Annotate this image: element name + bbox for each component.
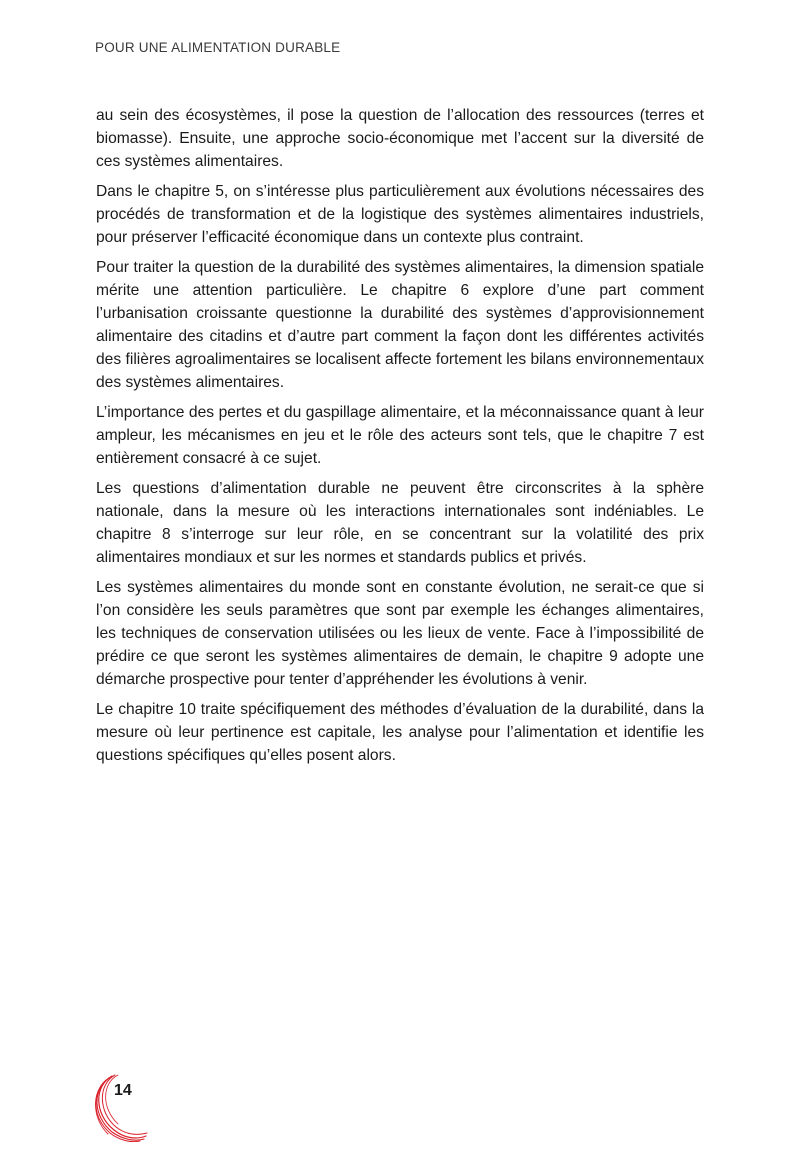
paragraph-1: au sein des écosystèmes, il pose la question de l’allocation des ressources (terres et biomasse). Ensuite, une approche socio-économique met l’accent sur la diversité de ces systèmes alimentaires.	[96, 107, 704, 170]
paragraph-4: L’importance des pertes et du gaspillage alimentaire, et la méconnaissance quant à leur ampleur, les mécanismes en jeu et le rôle des acteurs sont tels, que le chapitre 7 est entièrement consacré à ce sujet.	[96, 404, 704, 467]
paragraph-3: Pour traiter la question de la durabilité des systèmes alimentaires, la dimension spatiale mérite une attention particulière. Le chapitre 6 explore d’une part comment l’urbanisation croissante questionne la durabilité des systèmes d’approvisionnement alimentaire des citadins et d’autre part comment la façon dont les différentes activités des filières agroalimentaires se localisent affecte fortement les bilans environnementaux des systèmes alimentaires.	[96, 259, 704, 391]
paragraph-2: Dans le chapitre 5, on s’intéresse plus particulièrement aux évolutions nécessaires des procédés de transformation et de la logistique des systèmes alimentaires industriels, pour préserver l’efficacité économique dans un contexte plus contraint.	[96, 183, 704, 246]
body-text	[96, 104, 704, 774]
running-header: POUR UNE ALIMENTATION DURABLE	[95, 40, 341, 55]
paragraph-7: Le chapitre 10 traite spécifiquement des méthodes d’évaluation de la durabilité, dans la mesure où leur pertinence est capitale, les analyse pour l’alimentation et identifie les questions spécifiques qu’elles posent alors.	[96, 701, 704, 764]
page-folio	[92, 1072, 152, 1142]
paragraph-5: Les questions d’alimentation durable ne peuvent être circonscrites à la sphère nationale, dans la mesure où les interactions internationales sont indéniables. Le chapitre 8 s’interroge sur leur rôle, en se concentrant sur la volatilité des prix alimentaires mondiaux et sur les normes et standards publics et privés.	[96, 480, 704, 566]
page-number: 14	[114, 1082, 132, 1099]
paragraph-6: Les systèmes alimentaires du monde sont en constante évolution, ne serait-ce que si l’on considère les seuls paramètres que sont par exemple les échanges alimentaires, les techniques de conservation utilisées ou les lieux de vente. Face à l’impossibilité de prédire ce que seront les systèmes alimentaires de demain, le chapitre 9 adopte une démarche prospective pour tenter d’appréhender les évolutions à venir.	[96, 579, 704, 688]
